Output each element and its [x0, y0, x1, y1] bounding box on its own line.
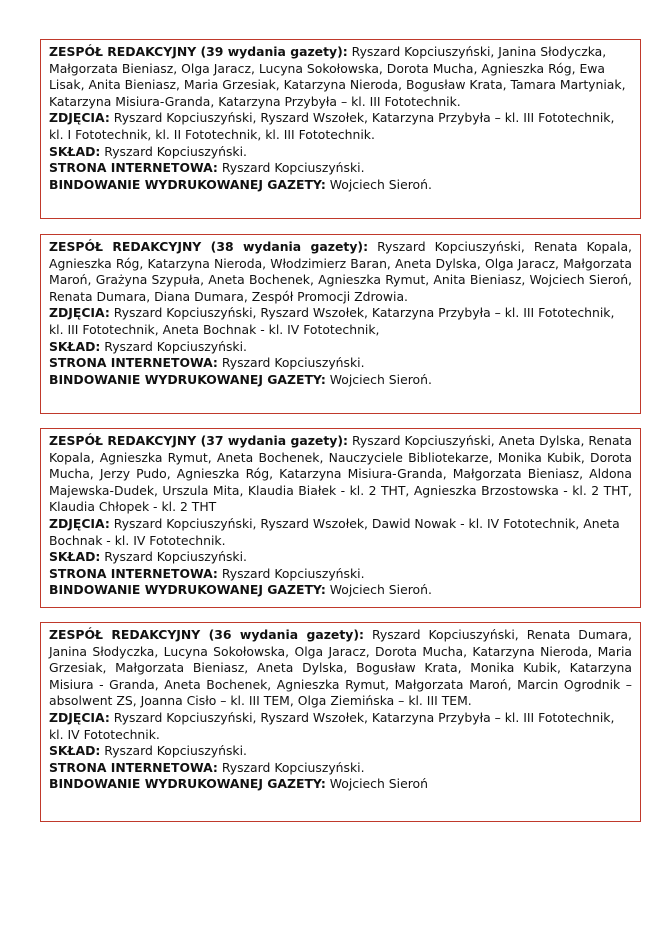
team-members: Ryszard Kopciuszyński, Renata Dumara, Janina Słodyczka, Lucyna Sokołowska, Olga Jaracz, Dorota Mucha, Katarzyna Nieroda, Maria Grzesiak, Małgorzata Bieniasz, Aneta Dylska, Bogusław Krata, Monika Kubik, Katarzyna Misiura - Granda, Aneta Bochenek, Agnieszka Rymut, Małgorzata Maroń, Marcin Ogrodnik – absolwent ZS, Joanna Cisło – kl. III TEM, Olga Ziemińska – kl. III TEM. [49, 627, 632, 709]
photos-label: ZDJĘCIA: [49, 110, 110, 126]
website-paragraph [49, 760, 632, 777]
website-credits: Ryszard Kopciuszyński. [221, 160, 365, 176]
layout-label: SKŁAD: [49, 743, 101, 759]
binding-paragraph [49, 776, 632, 793]
team-paragraph [49, 433, 632, 516]
layout-paragraph [49, 549, 632, 566]
binding-label: BINDOWANIE WYDRUKOWANEJ GAZETY: [49, 582, 326, 598]
website-label: STRONA INTERNETOWA: [49, 160, 218, 176]
layout-paragraph [49, 144, 632, 161]
team-label: ZESPÓŁ REDAKCYJNY (36 wydania gazety): [49, 627, 364, 642]
photos-credits: Ryszard Kopciuszyński, Ryszard Wszołek, Katarzyna Przybyła – kl. III Fototechnik, kl. IV Fototechnik. [49, 709, 615, 742]
layout-paragraph [49, 743, 632, 760]
binding-label: BINDOWANIE WYDRUKOWANEJ GAZETY: [49, 371, 326, 387]
website-label: STRONA INTERNETOWA: [49, 565, 218, 581]
team-members: Ryszard Kopciuszyński, Aneta Dylska, Renata Kopala, Agnieszka Rymut, Aneta Bochenek, Nauczyciele Bibliotekarze, Monika Kubik, Dorota Mucha, Jerzy Pudo, Agnieszka Róg, Katarzyna Misiura-Granda, Małgorzata Bieniasz, Aldona Majewska-Dudek, Urszula Mita, Klaudia Białek - kl. 2 THT, Agnieszka Brzostowska - kl. 2 THT, Klaudia Chłopek - kl. 2 THT [49, 433, 632, 515]
team-members: Ryszard Kopciuszyński, Janina Słodyczka, Małgorzata Bieniasz, Olga Jaracz, Lucyna Sokołowska, Dorota Mucha, Agnieszka Róg, Ewa Lisak, Anita Bieniasz, Maria Grzesiak, Katarzyna Nieroda, Bogusław Krata, Tamara Martyniak, Katarzyna Misiura-Granda, Katarzyna Przybyła – kl. III Fototechnik. [49, 44, 626, 109]
team-paragraph [49, 239, 632, 305]
website-credits: Ryszard Kopciuszyński. [221, 565, 365, 581]
website-paragraph [49, 355, 632, 372]
photos-paragraph [49, 710, 632, 743]
photos-paragraph [49, 516, 632, 549]
team-paragraph [49, 44, 632, 110]
website-label: STRONA INTERNETOWA: [49, 759, 218, 775]
layout-label: SKŁAD: [49, 338, 101, 354]
photos-label: ZDJĘCIA: [49, 515, 110, 531]
credits-box-edition-37 [40, 428, 641, 608]
binding-credits: Wojciech Sieroń. [329, 176, 432, 192]
binding-credits: Wojciech Sieroń [329, 776, 428, 792]
team-label: ZESPÓŁ REDAKCYJNY (37 wydania gazety): [49, 433, 348, 448]
team-label: ZESPÓŁ REDAKCYJNY (38 wydania gazety): [49, 239, 369, 254]
team-label: ZESPÓŁ REDAKCYJNY (39 wydania gazety): [49, 44, 348, 59]
photos-paragraph [49, 305, 632, 338]
photos-credits: Ryszard Kopciuszyński, Ryszard Wszołek, Katarzyna Przybyła – kl. III Fototechnik, kl. I Fototechnik, kl. II Fototechnik, kl. III Fototechnik. [49, 110, 615, 142]
website-paragraph [49, 566, 632, 583]
credits-box-edition-36 [40, 622, 641, 822]
layout-paragraph [49, 339, 632, 356]
website-label: STRONA INTERNETOWA: [49, 355, 218, 371]
binding-label: BINDOWANIE WYDRUKOWANEJ GAZETY: [49, 776, 326, 792]
binding-credits: Wojciech Sieroń. [329, 582, 432, 598]
photos-credits: Ryszard Kopciuszyński, Ryszard Wszołek, Dawid Nowak - kl. IV Fototechnik, Aneta Bochnak - kl. IV Fototechnik. [49, 515, 620, 548]
binding-paragraph [49, 372, 632, 389]
photos-credits: Ryszard Kopciuszyński, Ryszard Wszołek, Katarzyna Przybyła – kl. III Fototechnik, kl. III Fototechnik, Aneta Bochnak - kl. IV Fototechnik, [49, 305, 615, 337]
website-credits: Ryszard Kopciuszyński. [221, 355, 365, 371]
photos-paragraph [49, 110, 632, 143]
photos-label: ZDJĘCIA: [49, 709, 110, 725]
credits-box-edition-38 [40, 234, 641, 414]
website-paragraph [49, 160, 632, 177]
binding-paragraph [49, 177, 632, 194]
layout-credits: Ryszard Kopciuszyński. [104, 549, 247, 565]
team-paragraph [49, 627, 632, 710]
binding-paragraph [49, 582, 632, 599]
layout-credits: Ryszard Kopciuszyński. [104, 143, 247, 159]
layout-credits: Ryszard Kopciuszyński. [104, 338, 247, 354]
team-members: Ryszard Kopciuszyński, Renata Kopala, Agnieszka Róg, Katarzyna Nieroda, Włodzimierz Baran, Aneta Dylska, Olga Jaracz, Małgorzata Maroń, Grażyna Szypuła, Aneta Bochenek, Agnieszka Rymut, Anita Bieniasz, Wojciech Sieroń, Renata Dumara, Diana Dumara, Zespół Promocji Zdrowia. [49, 239, 632, 304]
layout-credits: Ryszard Kopciuszyński. [104, 743, 247, 759]
layout-label: SKŁAD: [49, 549, 101, 565]
binding-credits: Wojciech Sieroń. [329, 371, 432, 387]
photos-label: ZDJĘCIA: [49, 305, 110, 321]
binding-label: BINDOWANIE WYDRUKOWANEJ GAZETY: [49, 176, 326, 192]
credits-box-edition-39 [40, 39, 641, 219]
website-credits: Ryszard Kopciuszyński. [221, 759, 365, 775]
layout-label: SKŁAD: [49, 143, 101, 159]
